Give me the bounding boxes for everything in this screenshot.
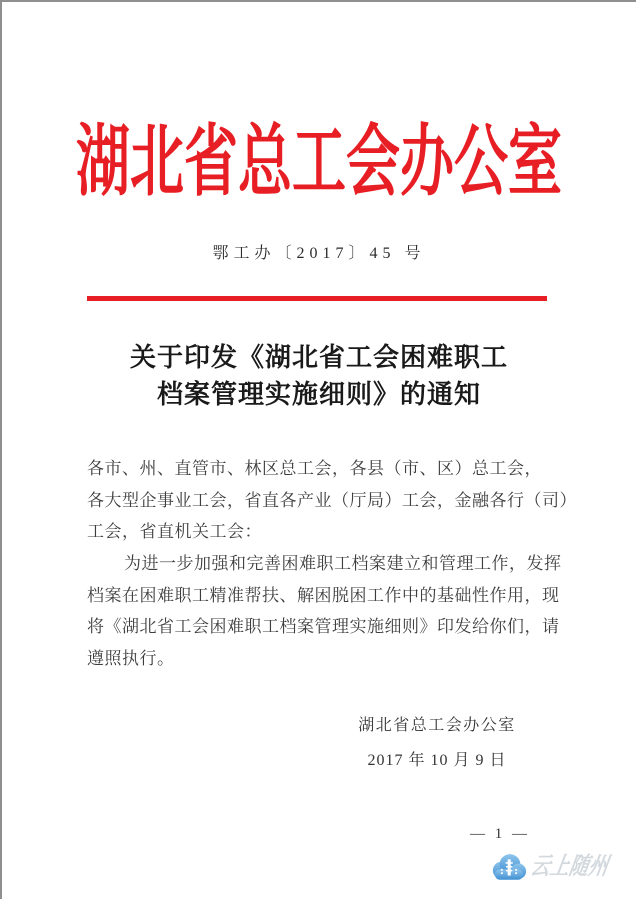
- body-line: 将《湖北省工会困难职工档案管理实施细则》印发给你们，请: [87, 617, 560, 637]
- notice-title-line1: 关于印发《湖北省工会困难职工: [129, 343, 508, 372]
- signature-block: [352, 714, 522, 773]
- body-line: 各大型企事业工会，省直各产业（厅局）工会，金融各行（司）: [87, 490, 577, 510]
- cloud-tower-icon: [490, 851, 528, 882]
- page-number: — 1 —: [470, 826, 530, 842]
- document-number: 鄂工办〔2017〕45 号: [212, 245, 426, 262]
- masthead-org-title: 湖北省总工会办公室: [76, 119, 562, 206]
- signature-org: 湖北省总工会办公室: [358, 717, 516, 734]
- body-line: 为进一步加强和完善困难职工档案建立和管理工作，发挥: [124, 554, 562, 574]
- body-text: [87, 453, 577, 675]
- watermark: [490, 851, 627, 882]
- body-line: 遵照执行。: [87, 649, 175, 669]
- watermark-text: 云上随州: [528, 853, 611, 880]
- signature-date: 2017 年 10 月 9 日: [367, 752, 507, 769]
- notice-title: [2, 339, 636, 413]
- body-line: 档案在困难职工精准帮扶、解困脱困工作中的基础性作用，现: [87, 585, 560, 605]
- red-divider-line: [87, 296, 547, 301]
- body-line: 各市、州、直管市、林区总工会，各县（市、区）总工会，: [87, 459, 542, 478]
- body-line: 工会，省直机关工会：: [87, 522, 262, 542]
- notice-title-line2: 档案管理实施细则》的通知: [156, 380, 481, 409]
